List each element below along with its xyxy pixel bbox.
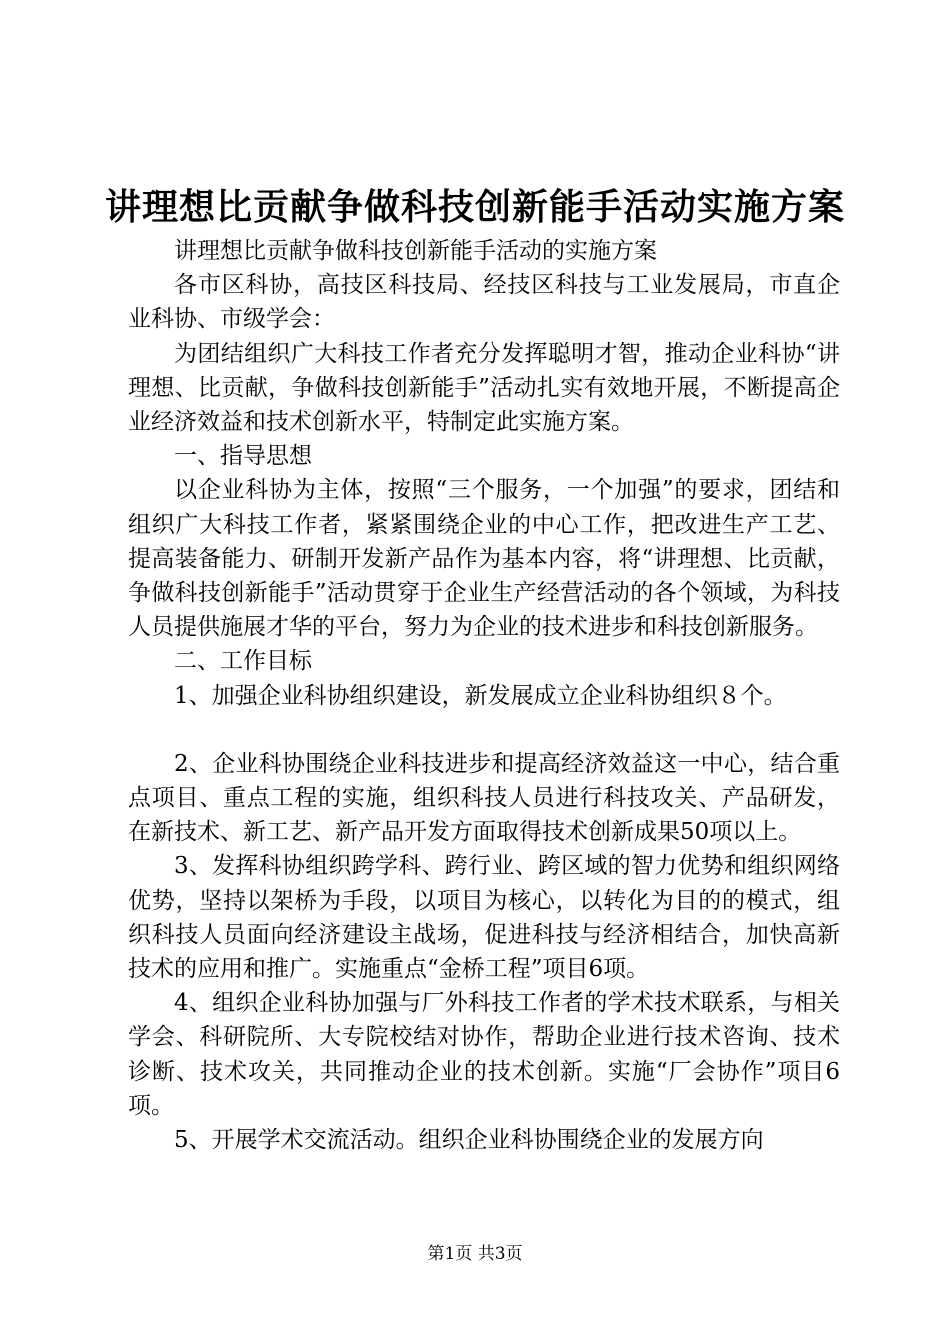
- goal-4-paragraph: 4、组织企业科协加强与厂外科技工作者的学术技术联系，与相关学会、科研院所、大专院校结对协作，帮助企业进行技术咨询、技术诊断、技术攻关，共同推动企业的技术创新。实施“厂会协作”项目6项。: [128, 990, 840, 1119]
- page-number-footer: 第1页 共3页: [427, 1244, 523, 1264]
- document-body: [128, 234, 840, 1157]
- goal-5-paragraph: 5、开展学术交流活动。组织企业科协围绕企业的发展方向: [174, 1127, 764, 1154]
- goal-1-paragraph: 1、加强企业科协组织建设，新发展成立企业科协组织８个。: [174, 682, 787, 709]
- intro-paragraph: 为团结组织广大科技工作者充分发挥聪明才智，推动企业科协“讲理想、比贡献，争做科技创新能手”活动扎实有效地开展，不断提高企业经济效益和技术创新水平，特制定此实施方案。: [128, 340, 840, 436]
- goal-2-paragraph: 2、企业科协围绕企业科技进步和提高经济效益这一中心，结合重点项目、重点工程的实施，组织科技人员进行科技攻关、产品研发，在新技术、新工艺、新产品开发方面取得技术创新成果50项以上。: [128, 750, 840, 846]
- addressee-paragraph: 各市区科协，高技区科技局、经技区科技与工业发展局，市直企业科协、市级学会：: [128, 272, 840, 333]
- goal-3-paragraph: 3、发挥科协组织跨学科、跨行业、跨区域的智力优势和组织网络优势，坚持以架桥为手段，以项目为核心，以转化为目的的模式，组织科技人员面向经济建设主战场，促进科技与经济相结合，加快高新技术的应用和推广。实施重点“金桥工程”项目6项。: [128, 853, 840, 983]
- subtitle-paragraph: 讲理想比贡献争做科技创新能手活动的实施方案: [174, 238, 657, 264]
- section-heading-guiding-thought: 一、指导思想: [174, 443, 312, 470]
- section-heading-work-goals: 二、工作目标: [174, 648, 312, 675]
- document-title: 讲理想比贡献争做科技创新能手活动实施方案: [104, 186, 845, 228]
- guiding-thought-paragraph: 以企业科协为主体，按照“三个服务，一个加强”的要求，团结和组织广大科技工作者，紧紧围绕企业的中心工作，把改进生产工艺、提高装备能力、研制开发新产品作为基本内容，将“讲理想、比贡献，争做科技创新能手”活动贯穿于企业生产经营活动的各个领域，为科技人员提供施展才华的平台，努力为企业的技术进步和科技创新服务。: [128, 477, 840, 641]
